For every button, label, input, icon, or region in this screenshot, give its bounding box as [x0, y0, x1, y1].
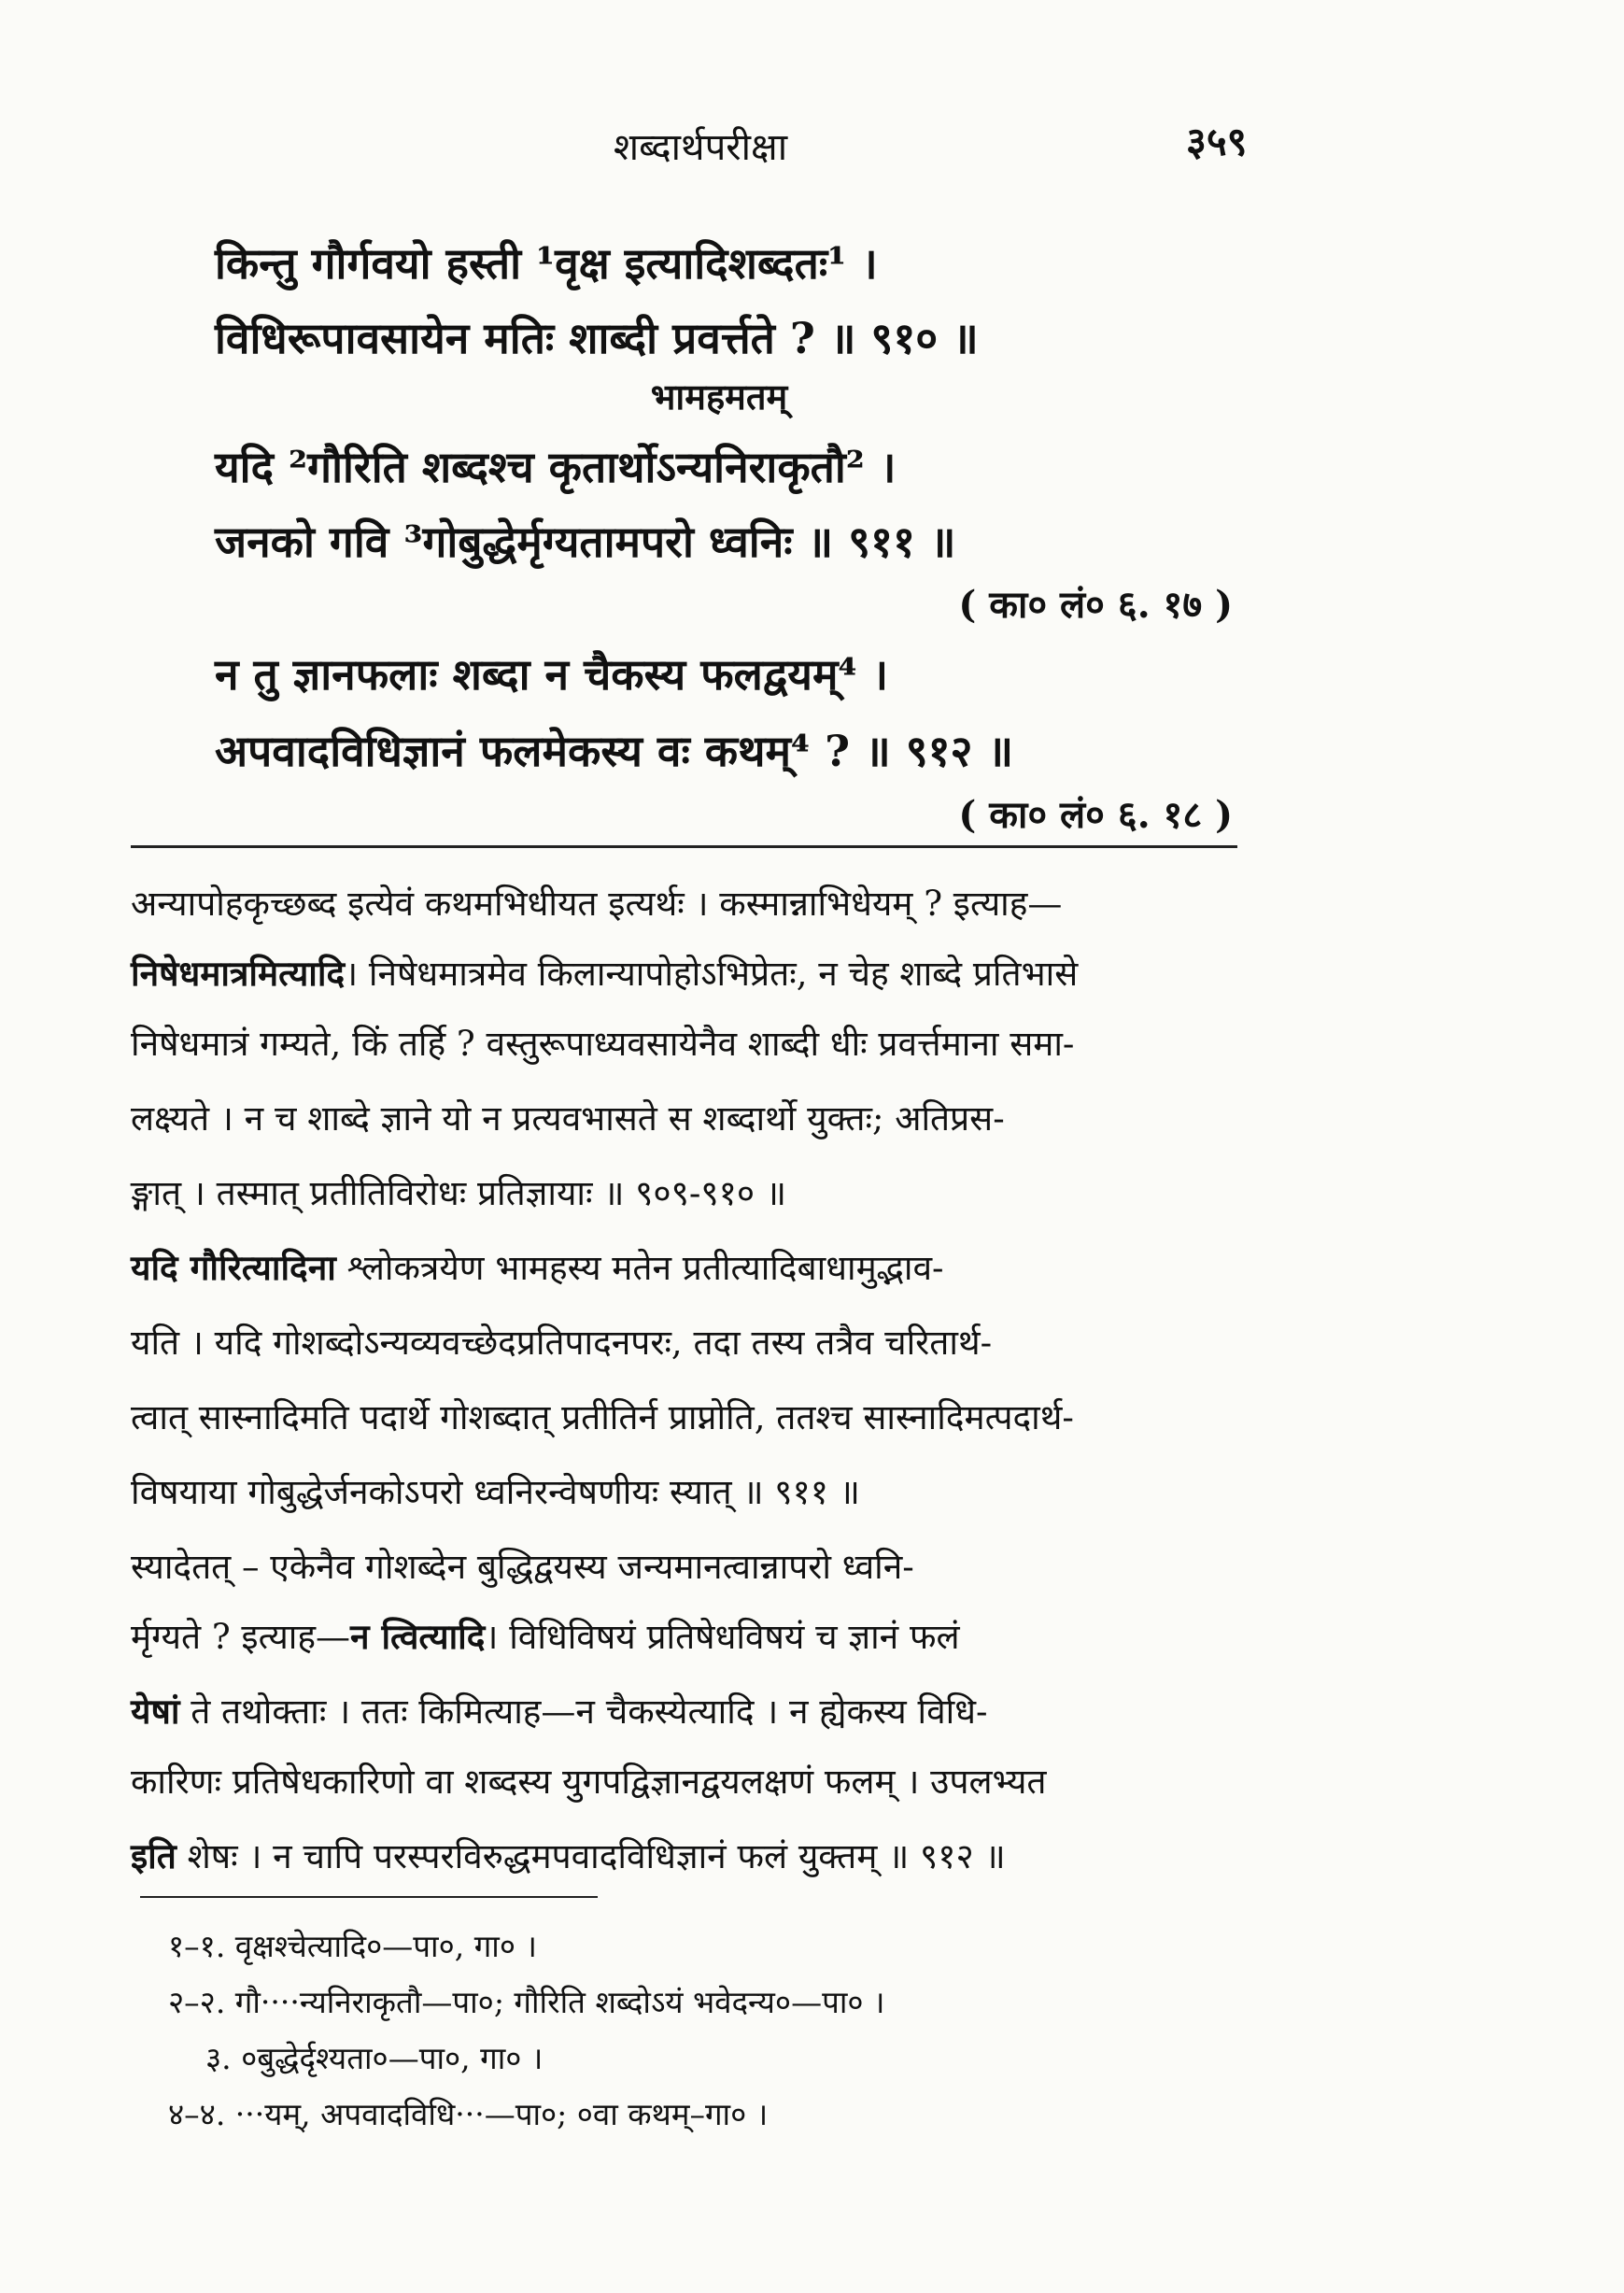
verse-line: जनको गवि ³गोबुद्धेर्मृग्यतामपरो ध्वनिः ॥ ९११ ॥: [215, 517, 956, 567]
verse-line: न तु ज्ञानफलाः शब्दा न चैकस्य फलद्वयम्⁴ ।: [215, 649, 889, 700]
verse-line: यदि ²गौरिति शब्दश्च कृतार्थोऽन्यनिराकृतौ² ।: [215, 442, 897, 492]
footnote: २–२. गौ····न्यनिराकृतौ—पा०; गौरिति शब्दोऽयं भवेदन्य०—पा० ।: [168, 1984, 885, 2020]
commentary-line: [131, 1611, 1261, 1659]
commentary-pre: ङ्गात् । तस्मात् प्रतीतिविरोधः प्रतिज्ञायाः ॥ ९०९-९१० ॥: [131, 1173, 787, 1213]
verse-reference: ( का० लं० ६. १८ ): [958, 793, 1233, 837]
verse-line: किन्तु गौर्गवयो हस्ती ¹वृक्ष इत्यादिशब्दतः¹ ।: [215, 238, 878, 289]
commentary-post: । निषेधमात्रमेव किलान्यापोहोऽभिप्रेतः, न चेह शाब्दे प्रतिभासे: [345, 954, 1079, 994]
commentary-bold: इति: [131, 1835, 177, 1876]
commentary-pre: अन्यापोहकृच्छब्द इत्येवं कथमभिधीयत इत्यर्थः । कस्मान्नाभिधेयम् ? इत्याह—: [131, 884, 1063, 924]
commentary-line: [131, 1093, 1261, 1140]
commentary-post: ते तथोक्ताः । ततः किमित्याह—न चैकस्येत्यादि । न ह्येकस्य विधि-: [179, 1691, 988, 1732]
verse-reference: ( का० लं० ६. १७ ): [958, 583, 1233, 627]
footnote: ३. ०बुद्धेर्दृश्यता०—पा०, गा० ।: [205, 2040, 544, 2076]
commentary-pre: र्मृग्यते ? इत्याह—: [131, 1617, 351, 1657]
commentary-line: [131, 1831, 1261, 1878]
divider-line: [131, 845, 1237, 848]
commentary-line: [131, 1686, 1261, 1734]
commentary-line: [131, 1317, 1261, 1365]
commentary-line: [131, 1242, 1261, 1290]
footnote-divider: [140, 1896, 598, 1898]
footnote: ४–४. ···यम्, अपवादविधि···—पा०; ०वा कथम्–गा० ।: [168, 2096, 769, 2132]
commentary-post: श्लोकत्रयेण भामहस्य मतेन प्रतीत्यादिबाधामुद्भाव-: [335, 1248, 944, 1288]
commentary-pre: यति । यदि गोशब्दोऽन्यव्यवच्छेदप्रतिपादनपरः, तदा तस्य तत्रैव चरितार्थ-: [131, 1323, 993, 1363]
commentary-pre: स्यादेतत् – एकेनैव गोशब्देन बुद्धिद्वयस्य जन्यमानत्वान्नापरो ध्वनि-: [131, 1547, 914, 1587]
commentary-pre: विषयाया गोबुद्धेर्जनकोऽपरो ध्वनिरन्वेषणीयः स्यात् ॥ ९११ ॥: [131, 1472, 860, 1512]
commentary-post: शेषः । न चापि परस्परविरुद्धमपवादविधिज्ञानं फलं युक्तम् ॥ ९१२ ॥: [176, 1836, 1006, 1876]
commentary-line: [131, 1392, 1261, 1439]
commentary-line: [131, 1168, 1261, 1215]
running-header-title: शब्दार्थपरीक्षा: [613, 126, 788, 169]
commentary-pre: लक्ष्यते । न च शाब्दे ज्ञाने यो न प्रत्यवभासते स शब्दार्थो युक्तः; अतिप्रस-: [131, 1098, 1005, 1139]
commentary-line: [131, 1466, 1261, 1514]
commentary-line: [131, 1541, 1261, 1589]
commentary-bold: येषां: [131, 1691, 180, 1732]
commentary-line: [131, 878, 1261, 926]
commentary-line: [131, 1018, 1261, 1066]
commentary-line: [131, 948, 1261, 996]
commentary-pre: निषेधमात्रं गम्यते, किं तर्हि ? वस्तुरूपाध्यवसायेनैव शाब्दी धीः प्रवर्त्तमाना समा-: [131, 1024, 1075, 1064]
commentary-pre: त्वात् सास्नादिमति पदार्थे गोशब्दात् प्रतीतिर्न प्राप्नोति, ततश्च सास्नादिमत्पदार्थ-: [131, 1397, 1074, 1437]
footnote: १–१. वृक्षश्चेत्यादि०—पा०, गा० ।: [168, 1928, 537, 1964]
section-heading: भामहमतम्: [650, 375, 788, 418]
commentary-line: [131, 1756, 1261, 1804]
commentary-bold: यदि गौरित्यादिना: [131, 1247, 336, 1288]
page-number: ३५९: [1186, 119, 1248, 164]
commentary-post: । विधिविषयं प्रतिषेधविषयं च ज्ञानं फलं: [485, 1617, 960, 1657]
commentary-pre: कारिणः प्रतिषेधकारिणो वा शब्दस्य युगपद्विज्ञानद्वयलक्षणं फलम् । उपलभ्यत: [131, 1762, 1047, 1802]
commentary-bold: निषेधमात्रमित्यादि: [131, 953, 346, 994]
verse-line: अपवादविधिज्ञानं फलमेकस्य वः कथम्⁴ ? ॥ ९१२ ॥: [215, 726, 1014, 776]
verse-line: विधिरूपावसायेन मतिः शाब्दी प्रवर्त्तते ? ॥ ९१० ॥: [215, 313, 979, 363]
commentary-bold: न त्वित्यादि: [350, 1616, 486, 1657]
